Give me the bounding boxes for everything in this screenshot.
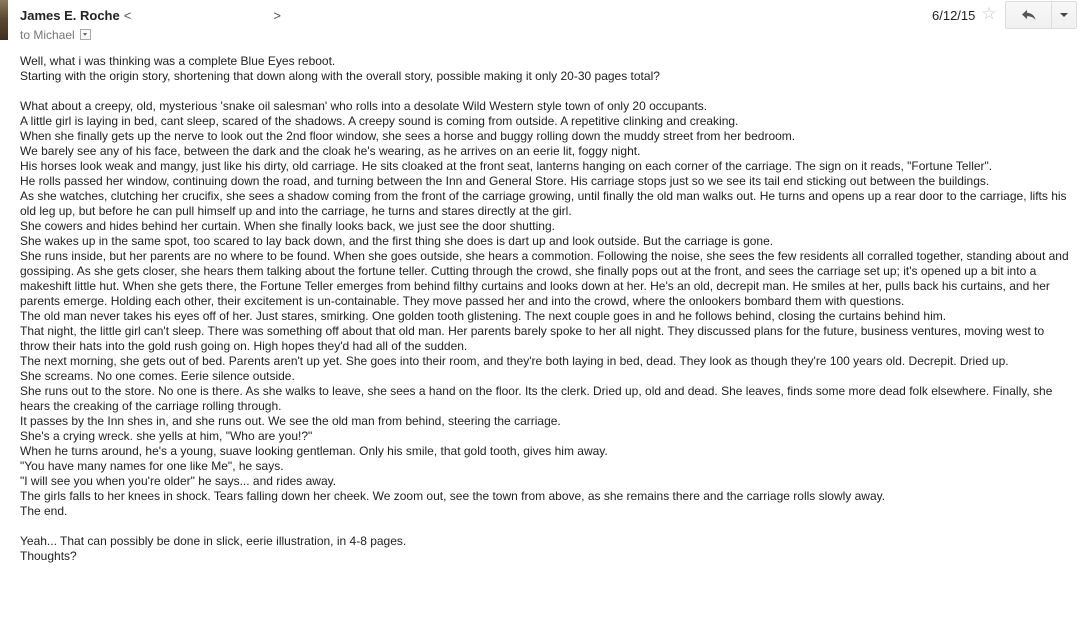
story-line: When he turns around, he's a young, suave looking gentleman. Only his smile, that gold tooth, gives him away.: [20, 444, 608, 458]
story-line: She runs out to the store. No one is there. As she walks to leave, she sees a hand on the floor. Its the clerk. Dried up, old and dead. She leaves, finds some more dead folk elsewhere. Finally, she hears the creaking of the carriage rolling through.: [20, 384, 1053, 413]
show-details-icon[interactable]: [80, 29, 91, 40]
avatar[interactable]: [0, 0, 8, 40]
story-line: His horses look weak and mangy, just like his dirty, old carriage. He sits cloaked at the front seat, lanterns hanging on each corner of the carriage. The sign on it reads, "Fortune Teller".: [20, 159, 993, 173]
more-options-button[interactable]: [1052, 2, 1076, 28]
story-line: She screams. No one comes. Eerie silence outside.: [20, 369, 295, 383]
sender-line: [20, 7, 281, 25]
story-line: When she finally gets up the nerve to look out the 2nd floor window, she sees a horse and buggy rolling down the muddy street from her bedroom.: [20, 129, 796, 143]
body-line: Starting with the origin story, shortening that down along with the overall story, possible making it only 20-30 pages total?: [20, 69, 660, 83]
closing-line: Yeah... That can possibly be done in slick, eerie illustration, in 4-8 pages.: [20, 534, 407, 548]
paragraph-spacer: [20, 519, 1070, 534]
story-line: It passes by the Inn shes in, and she runs out. We see the old man from behind, steering the carriage.: [20, 414, 561, 428]
recipient-line: [20, 27, 91, 43]
star-outline-icon[interactable]: ☆: [981, 4, 997, 23]
sender-email-open: <: [123, 8, 132, 23]
story-line: She wakes up in the same spot, too scared to lay back down, and the first thing she does is dart up and look outside. But the carriage is gone.: [20, 234, 774, 248]
story-line: The end.: [20, 504, 68, 518]
story-line: The old man never takes his eyes off of her. Just stares, smirking. One golden tooth glistening. The next couple goes in and he follows behind, closing the curtains behind him.: [20, 309, 947, 323]
story-line: The next morning, she gets out of bed. Parents aren't up yet. She goes into their room, and they're both laying in bed, dead. They look as though they're 100 years old. Decrepit. Dried up.: [20, 354, 1009, 368]
closing-line: Thoughts?: [20, 549, 77, 563]
body-line: Well, what i was thinking was a complete Blue Eyes reboot.: [20, 54, 336, 68]
dropdown-caret-icon: [1060, 13, 1068, 17]
story-line: She runs inside, but her parents are no where to be found. When she goes outside, she hears a commotion. Following the noise, she sees the few residents all corralled together, standing about and gossiping. As she gets closer, she hears them talking about the fortune teller. Cutting through the crowd, she finally pops out at the front, and sees the carriage set up; it's opened up a bit into a makeshift little hut. When she gets there, the Fortune Teller emerges from behind filthy curtains and looks down at her. He's an old, decrepit man. He smiles at her, pulls back his curtains, and her parents emerge. Holding each other, their excitement is un-containable. They move passed her and into the crowd, where the onlookers bombard them with questions.: [20, 249, 1069, 308]
story-line: A little girl is laying in bed, cant sleep, scared of the shadows. A creepy sound is coming from outside. A repetitive clinking and creaking.: [20, 114, 739, 128]
story-line: We barely see any of his face, between the dark and the cloak he's wearing, as he arrives on an eerie lit, foggy night.: [20, 144, 641, 158]
story-line: The girls falls to her knees in shock. Tears falling down her cheek. We zoom out, see the town from above, as she remains there and the carriage rolls slowly away.: [20, 489, 886, 503]
story-line: He rolls passed her window, continuing down the road, and turning between the Inn and General Store. His carriage stops just so we see its tail end sticking out between the buildings.: [20, 174, 990, 188]
story-line: As she watches, clutching her crucifix, she sees a shadow coming from the front of the carriage growing, until finally the old man walks out. He turns and opens up a rear door to the carriage, lifts his old leg up, but before he can pull himself up and into the carriage, he turns and stares directly at the girl.: [20, 189, 1067, 218]
sender-email-close: >: [273, 8, 281, 23]
message-body: [20, 54, 1070, 564]
reply-arrow-icon: [1021, 9, 1037, 21]
paragraph-spacer: [20, 84, 1070, 99]
message-date[interactable]: 6/12/15: [932, 8, 976, 23]
story-line: "You have many names for one like Me", he says.: [20, 459, 284, 473]
story-line: What about a creepy, old, mysterious 'snake oil salesman' who rolls into a desolate Wild Western style town of only 20 occupants.: [20, 99, 708, 113]
story-line: That night, the little girl can't sleep. There was something off about that old man. Her parents barely spoke to her all night. They discussed plans for the future, business ventures, moving west to throw their hats into the gold rush going on. High hopes they'd had all of the sudden.: [20, 324, 1045, 353]
recipient-text: to Michael: [20, 28, 75, 42]
story-line: She cowers and hides behind her curtain. When she finally looks back, we just see the door shutting.: [20, 219, 555, 233]
reply-button-group: [1005, 1, 1077, 29]
story-line: "I will see you when you're older" he says... and rides away.: [20, 474, 337, 488]
sender-name[interactable]: James E. Roche: [20, 8, 120, 23]
story-line: She's a crying wreck. she yells at him, "Who are you!?": [20, 429, 313, 443]
reply-button[interactable]: [1006, 2, 1052, 28]
